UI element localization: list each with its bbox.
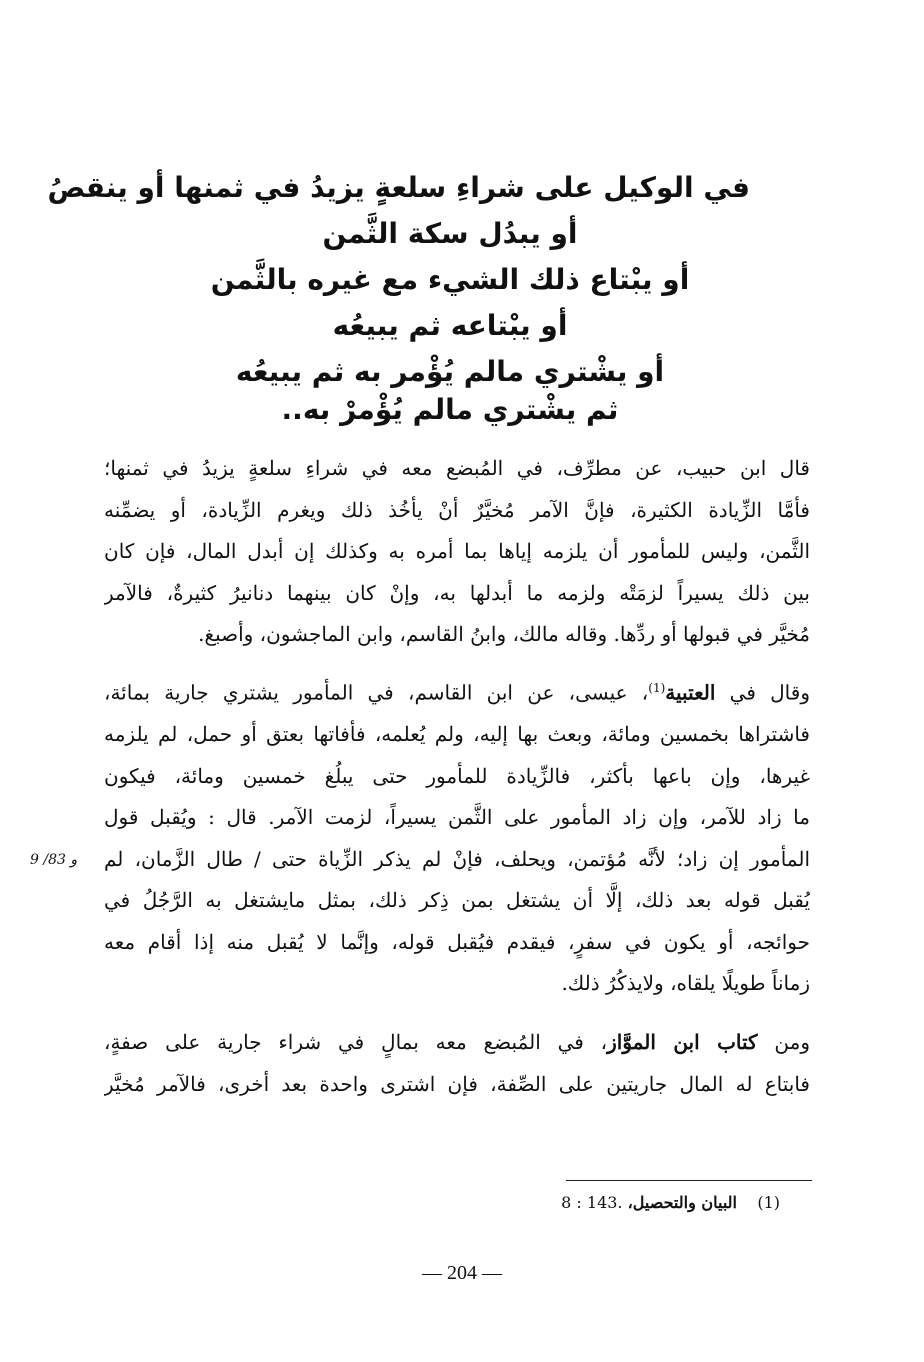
paragraph-3-line bbox=[104, 1022, 810, 1064]
paragraph-2-line bbox=[104, 668, 810, 714]
source-title-ibn-al-mawwaz: كتاب ابن الموَّاز bbox=[607, 1030, 758, 1054]
footnote-reference: (1) bbox=[648, 681, 666, 695]
chapter-title-line-3: أو يبْتاع ذلك الشيء مع غيره بالثَّمن bbox=[210, 263, 690, 296]
paragraph-2-line: زماناً طويلًا يلقاه، ولايذكُرُ ذلك. bbox=[561, 971, 810, 996]
paragraph-3 bbox=[104, 1022, 810, 1105]
chapter-title-line-1: في الوكيل على شراءِ سلعةٍ يزيدُ في ثمنها أو ينقصُ bbox=[47, 171, 750, 204]
paragraph-1-line: الثَّمن، وليس للمأمور أن يلزمه إياها بما أمره به وكذلك إن أبدل المال، فإن كان bbox=[104, 539, 810, 563]
paragraph-2-line: المأمور إن زاد؛ لأنَّه مُؤتمن، ويحلف، فإنْ لم يذكر الزِّياة حتى / طال الزَّمان، لم bbox=[104, 846, 810, 871]
paragraph-2-line: غيرها، وإن باعها بأكثر، فالزِّيادة للمأمور حتى يبلُغ خمسين ومائة، فيكون bbox=[104, 763, 810, 788]
paragraph-1-line: بين ذلك يسيراً لزمَتْه ولزمه ما أبدلها به، وإنْ كان بينهما دنانيرُ كثيرةٌ، فالآمر bbox=[104, 580, 810, 605]
manuscript-folio-note: 9 /83 و bbox=[30, 852, 78, 868]
footnote-source: البيان والتحصيل، bbox=[627, 1193, 737, 1212]
paragraph-1-line: قال ابن حبيب، عن مطرِّف، في المُبضع معه في شراءِ سلعةٍ يزيدُ في ثمنها؛ bbox=[104, 456, 810, 480]
footnote-ref: 8 : 143. bbox=[561, 1193, 623, 1212]
paragraph-3-rest: ، في المُبضع معه بمالٍ في شراء جارية على صفةٍ، bbox=[104, 1030, 608, 1054]
paragraph-2 bbox=[104, 668, 810, 1005]
paragraph-2-line: فاشتراها بخمسين ومائة، وبعث بها إليه، ولم يُعلمه، فأفاتها بعتق أو حمل، لم يلزمه bbox=[104, 722, 810, 747]
paragraph-3-line: فابتاع له المال جاريتين على الصِّفة، فإن اشترى واحدة بعد أخرى، فالآمر مُخيَّر bbox=[104, 1071, 810, 1096]
paragraph-2-line: يُقبل قوله بعد ذلك، إلَّا أن يشتغل بمن ذِكر ذلك، بمثل مايشتغل به الرَّجُلُ في bbox=[104, 888, 810, 913]
paragraph-1 bbox=[104, 448, 810, 656]
chapter-title-line-4: أو يبْتاعه ثم يبيعُه bbox=[332, 309, 568, 342]
paragraph-2-line: ما زاد للآمر، وإن زاد المأمور على الثَّمن يسيراً، لزمت الآمر. قال : ويُقبل قول bbox=[104, 805, 810, 830]
paragraph-2-prefix: وقال في bbox=[715, 680, 810, 705]
chapter-title-line-2: أو يبدُل سكة الثَّمن bbox=[322, 217, 578, 250]
footnote bbox=[490, 1193, 780, 1212]
paragraph-1-line: فأمَّا الزِّيادة الكثيرة، فإنَّ الآمر مُخيَّرٌ أنْ يأخُذ ذلك ويغرم الزِّيادة، أو يضمِّنه bbox=[104, 497, 810, 522]
page-number: — 204 — bbox=[422, 1262, 502, 1284]
footnote-divider bbox=[566, 1180, 812, 1181]
paragraph-1-line: مُخيَّر في قبولها أو ردِّها. وقاله مالك، وابنُ القاسم، وابن الماجشون، وأصبغ. bbox=[198, 622, 810, 646]
chapter-title-line-6: ثم يشْتري مالم يُؤْمرْ به.. bbox=[281, 393, 619, 426]
footnote-marker: (1) bbox=[757, 1193, 780, 1212]
paragraph-2-rest: ، عيسى، عن ابن القاسم، في المأمور يشتري جارية بمائة، bbox=[104, 680, 649, 705]
paragraph-2-line: حوائجه، أو يكون في سفرٍ، فيقدم فيُقبل قوله، وإنَّما لا يُقبل منه إذا أقام معه bbox=[104, 929, 810, 954]
chapter-title-line-5: أو يشْتري مالم يُؤْمر به ثم يبيعُه bbox=[235, 355, 665, 388]
paragraph-3-prefix: ومن bbox=[757, 1030, 810, 1054]
source-title-utbiyya: العتبية bbox=[665, 680, 716, 705]
